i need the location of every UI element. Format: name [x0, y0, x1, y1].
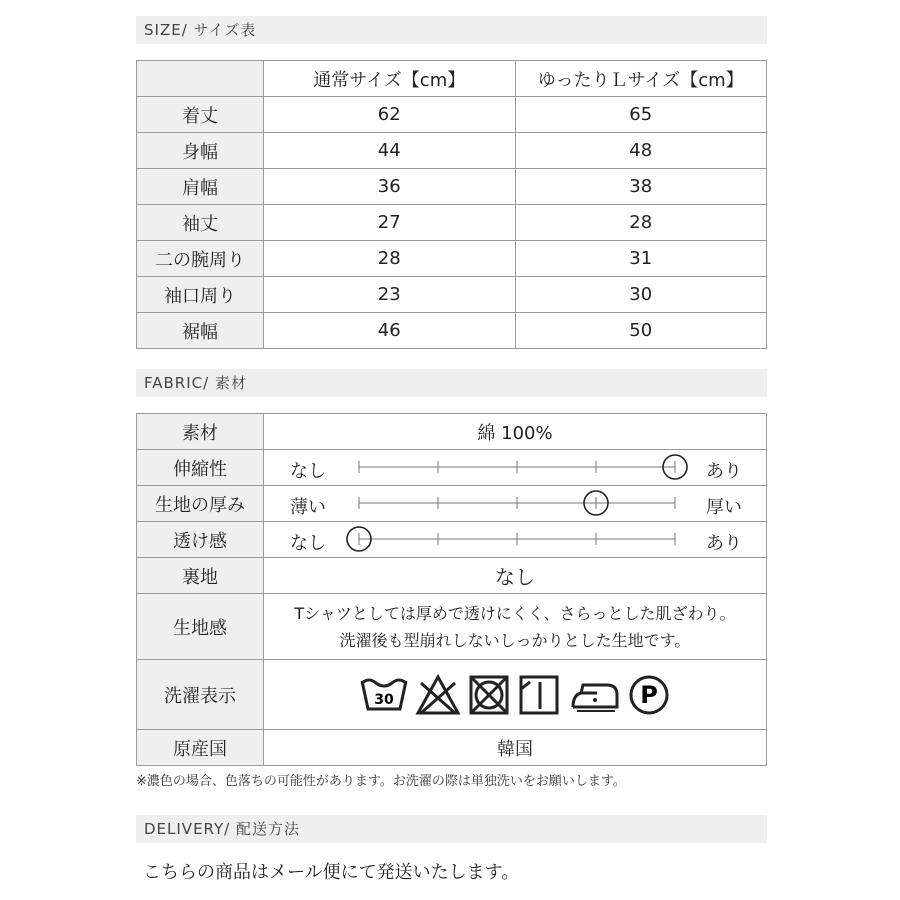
lining-value: なし: [264, 558, 767, 594]
iron-icon: [567, 673, 621, 717]
table-row: [137, 313, 767, 349]
row-label: 二の腕周り: [137, 241, 264, 277]
material-value: 綿 100%: [264, 414, 767, 450]
large-value: 31: [515, 241, 767, 277]
row-label: 身幅: [137, 133, 264, 169]
delivery-text: こちらの商品はメール便にて発送いたします。: [143, 862, 520, 883]
size-table-header: [137, 61, 767, 97]
normal-value: 23: [264, 277, 516, 313]
no-bleach-icon: [415, 673, 461, 717]
color-fade-note: ※濃色の場合、色落ちの可能性があります。お洗濯の際は単独洗いをお願いします。: [136, 774, 626, 789]
table-row: [137, 277, 767, 313]
size-header-normal: 通常サイズ【cm】: [264, 61, 516, 97]
material-row: [137, 414, 767, 450]
large-value: 28: [515, 205, 767, 241]
lining-label: 裏地: [137, 558, 264, 594]
stretch-right-label: あり: [706, 461, 742, 482]
sheerness-scale: [264, 522, 766, 557]
normal-value: 28: [264, 241, 516, 277]
large-value: 30: [515, 277, 767, 313]
normal-value: 27: [264, 205, 516, 241]
thickness-right-label: 厚い: [706, 497, 742, 518]
texture-label: 生地感: [137, 594, 264, 660]
table-row: [137, 241, 767, 277]
stretch-left-label: なし: [290, 461, 326, 482]
normal-value: 36: [264, 169, 516, 205]
care-label: 洗濯表示: [137, 660, 264, 730]
row-label: 肩幅: [137, 169, 264, 205]
origin-value: 韓国: [264, 730, 767, 766]
table-row: [137, 205, 767, 241]
size-section-heading: SIZE/ サイズ表: [136, 16, 767, 44]
size-table-corner: [137, 61, 264, 97]
texture-line-2: 洗濯後も型崩れしないしっかりとした生地です。: [339, 630, 691, 650]
delivery-section-heading: DELIVERY/ 配送方法: [136, 815, 767, 843]
row-label: 裾幅: [137, 313, 264, 349]
normal-value: 62: [264, 97, 516, 133]
fabric-table: [136, 413, 767, 766]
row-label: 袖丈: [137, 205, 264, 241]
material-label: 素材: [137, 414, 264, 450]
stretch-scale-graphic: [264, 450, 767, 485]
table-row: [137, 97, 767, 133]
stretch-scale: [264, 450, 766, 485]
table-row: [137, 133, 767, 169]
dry-clean-p-icon: [627, 673, 671, 717]
large-value: 48: [515, 133, 767, 169]
texture-line-1: Tシャツとしては厚めで透けにくく、さらっとした肌ざわり。: [294, 603, 736, 623]
normal-value: 46: [264, 313, 516, 349]
stretch-row: [137, 450, 767, 486]
origin-row: [137, 730, 767, 766]
care-symbols: [264, 673, 766, 717]
large-value: 65: [515, 97, 767, 133]
thickness-scale-graphic: [264, 486, 767, 521]
sheerness-right-label: あり: [706, 533, 742, 554]
care-row: [137, 660, 767, 730]
large-value: 50: [515, 313, 767, 349]
sheerness-left-label: なし: [290, 533, 326, 554]
row-label: 袖口周り: [137, 277, 264, 313]
stretch-label: 伸縮性: [137, 450, 264, 486]
row-label: 着丈: [137, 97, 264, 133]
normal-value: 44: [264, 133, 516, 169]
no-tumble-dry-icon: [467, 673, 511, 717]
large-value: 38: [515, 169, 767, 205]
lining-row: [137, 558, 767, 594]
wash-30-icon: [359, 673, 409, 717]
sheerness-row: [137, 522, 767, 558]
texture-row: [137, 594, 767, 660]
thickness-scale: [264, 486, 766, 521]
fabric-section-heading: FABRIC/ 素材: [136, 369, 767, 397]
table-row: [137, 169, 767, 205]
origin-label: 原産国: [137, 730, 264, 766]
wash-temp-text: 30: [374, 691, 394, 708]
thickness-row: [137, 486, 767, 522]
size-header-large: ゆったりＬサイズ【cm】: [515, 61, 767, 97]
line-dry-icon: [517, 673, 561, 717]
size-table: [136, 60, 767, 349]
sheerness-label: 透け感: [137, 522, 264, 558]
sheerness-scale-graphic: [264, 522, 767, 557]
thickness-left-label: 薄い: [290, 497, 326, 518]
texture-description: [264, 594, 767, 660]
thickness-label: 生地の厚み: [137, 486, 264, 522]
dry-clean-letter: P: [640, 680, 658, 709]
